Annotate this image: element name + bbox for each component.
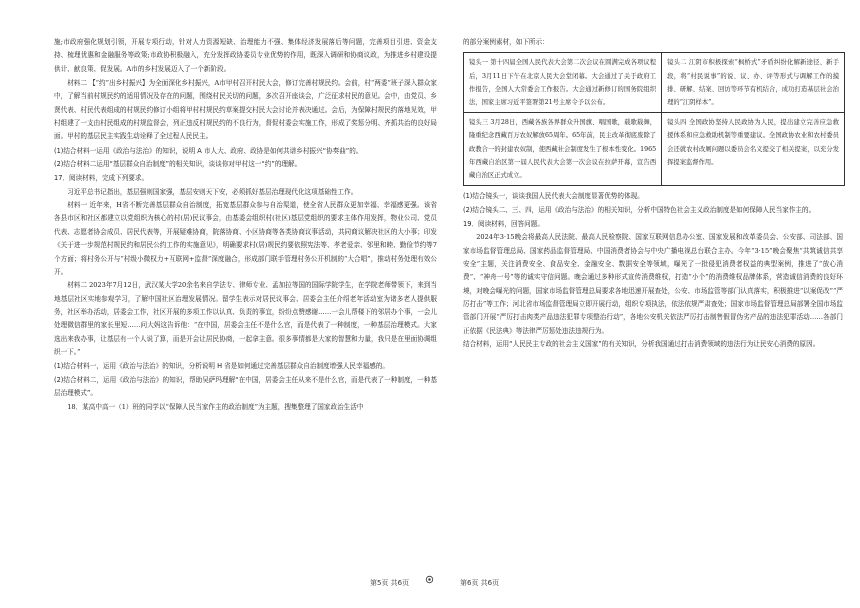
material-paragraph: 施;市政府强化规划引领，开展专项行动，针对人力资源短缺、治理能力不强、集体经济发展落后等问题，完善项目引进、资金支持、梳理优惠和金融服务等政策;市政协积极融入，充分发挥政协委员专业优势的作用，既深入调研和协商议政，为推进乡村建设提供计、献良策、促发展。A市的乡村发展迈入了一个新阶段。 (54, 38, 437, 73)
material-paragraph: 习近平总书记指出，基层强则国家强，基层安则天下安，必须抓好基层治理现代化这项基础性工作。 (67, 187, 358, 196)
case-table (463, 52, 845, 186)
question-heading: 17．阅读材料，完成下列要求。 (54, 174, 149, 183)
material-paragraph: 2024年3·15晚会将最高人民法院、最高人民检察院、国家互联网信息办公室、国家发展和改革委员会、公安部、司法部、国家市场监督管理总局、国家药品监督管理局、中国消费者协会与中央广播电视总台联合主办。今年“3·15”晚会聚焦“共筑诚信共享安全”主题，关注消费安全、食品安全、金融安全、数据安全等领域，曝光了一批侵犯消费者权益的典型案例，推进了“放心消费”、“神舟一号”等的诚实守信问题。晚会通过多种形式宣传消费维权，打造“小个”的消费维权品牌体系，营造诚信消费的良好环境，对晚会曝光的问题，国家市场监督管理总局要求各地迅速开展查处，公安、市场监管等部门认真落实，积极推进“以案促改”“严厉打击”等工作；河北省市场监督管理局立即开展行动，组织专项执法，依法依规严肃查处；国家市场监督管理总局部署全国市场监管部门开展“严厉打击肉类产品违法犯罪专项整治行动”，各地公安机关依法严厉打击制售假冒伪劣产品的违法犯罪活动……各部门正依据《民法典》等法律严厉惩处违法违规行为。 (463, 233, 843, 335)
center-dot-icon (425, 575, 434, 584)
question-text: (2)结合材料二运用“基层群众自治制度”的相关知识，谈谈你对甲村这一“约”的理解。 (54, 160, 302, 169)
right-column (463, 36, 843, 351)
material-paragraph: 材料二 2023年7月12日，武汉某大学20余名来自学法专、律师专业、孟加拉等国的国际学院学生，在学院老师带领下，来到当地基层社区实地参观学习，了解中国社区治理发展情况。留学生表示对居民议事会、居委会主任介绍老年活动室为诸多老人提供服务，社区举办活动，居委会工作，社区开展的多项工作以认真、负责的事宜，纷纷点赞感谢……一会儿帮楼下的邻居办个事，一会儿处理微信群里的家长里短……问大妈这告诉他：“在中国，居委会主任不是什么官，而是代表了一种制度，一种基层治理模式。大家选出来我办事，让基层有一个人说了算，而是开会让居民协商，一起拿主意。很多事情都是大家的智慧和力量，我只是在里面协调组织一下。” (54, 281, 437, 356)
case-cell: 镜头三 3月28日，西藏各族各界群众升国旗、唱国歌，载歌载舞，隆重纪念西藏百万农奴解放65周年。65年前，民主改革彻底废除了政教合一的封建农奴制，使西藏社会制度发生了根本性变化。1965年西藏自治区第一届人民代表大会第一次会议在拉萨开幕，宣告西藏自治区正式成立。 (464, 113, 662, 186)
material-paragraph: 材料二 【“约”出乡村振兴】为全面深化乡村振兴，A市甲村召开村民大会，修订完善村规民约。会前，村“两委”班子深入群众家中，了解当前村规民约的适用情况及存在的问题，围绕村民关切的问题，多次召开座谈会，广泛征求村民的意见。会中，由党员、乡贤代表、村民代表组成的村规民约修订小组将甲村村规民约草案提交村民大会讨论并表决通过。会后，为保障村规民约落地见效，甲村组建了一支由村民组成的村规监督会，列正违反村规民约的不良行为，督促村委会实施工作，形成了奖惩分明、齐抓共治的良好局面。甲村的基层民主实践生动诠释了全过程人民民主。 (54, 79, 437, 141)
question-heading: 19．阅读材料，回答问题。 (463, 219, 544, 228)
question-text: (2)结合镜头二、三、四，运用《政治与法治》的相关知识，分析中国特色社会主义政治制度是如何保障人民当家作主的。 (463, 205, 816, 214)
page-number-right: 第6页 共6页 (460, 579, 500, 587)
question-text: (1)结合材料一运用《政治与法治》的知识，说明 A 市人大、政府、政协是如何共谱乡村振兴“协奏曲”的。 (54, 146, 363, 155)
case-cell: 镜头二 江阴市积极探索“枫桥式”矛盾纠纷化解新途径、新手段，将“村民说事”的说、议、办、评等形式与调解工作的摸排、研解、结案、回访等环节有机结合，成功打造基层社会治理的“江阴样本”。 (662, 53, 845, 113)
case-cell: 镜头一 第十四届全国人民代表大会第二次会议在圆满完成各项议程后，3月11日下午在北京人民大会堂闭幕。大会通过了关于政府工作报告，全国人大常委会工作报告。大会通过新修订的国务院组织法，国家主席习近平签署第21号主席令予以公布。 (464, 53, 662, 113)
question-heading: 18．某高中高一（1）班的同学以“保障人民当家作主的政治制度”为主题，搜集整理了国家政治生活中 (67, 403, 364, 412)
intro-text: 的部分案例素材，如下所示： (463, 38, 549, 46)
page-number-left: 第5页 共6页 (370, 579, 410, 587)
question-text: (1)结合材料一，运用《政治与法治》的知识，分析说明 H 省是如何通过完善基层群众自治制度增强人民幸福感的。 (54, 362, 389, 371)
question-text: (2)结合材料二，运用《政治与法治》的知识，帮助吴萨玛理解“在中国，居委会主任从来不是什么官，而是代表了一种制度，一种基层治理模式”。 (54, 375, 437, 397)
material-paragraph: 材料一 近年来，H省不断完善基层群众自治制度，拓宽基层群众参与自治渠道，使全省人民群众更加幸福、幸福感更强。该省各县市区和社区都建立以党组织为核心的村(居)民议事会，由基委会组织村(社区)基层党组织的要求主体作用发挥，物业公司、党员代表、志愿者协会成员、居民代表等，开展疑难协商，院落协商、小区协商等各类协商议事活动，共同商议解决社区的大小事；印发《关于进一步规范村规民约和居民公约工作的实施意见》，明确要求村(居)规民约要依照宪法等、孝老爱亲、邻里和睦、勤俭节约等7个方面；将村务公开与“村级小微权力+互联网+监督”深度融合，形成部门联手管理村务公开机制的“大合唱”，推动村务处理有效公开。 (54, 201, 437, 276)
left-column (54, 36, 437, 415)
case-cell: 镜头四 全国政协坚持人民政协为人民，提出建立完善应急救援体系和应急救助机制等重要建议。全国政协农业和农村委员会还就农村改厕问题以委员会名义提交了相关提案，以充分发挥提案监督作用。 (662, 113, 845, 186)
question-text: (1)结合镜头一，谈谈我国人民代表大会制度显著优势的体现。 (463, 192, 644, 201)
question-text: 结合材料，运用“人民民主专政的社会主义国家”的有关知识，分析我国通过打击消费领域的违法行为让民安心消费的原因。 (463, 339, 820, 348)
